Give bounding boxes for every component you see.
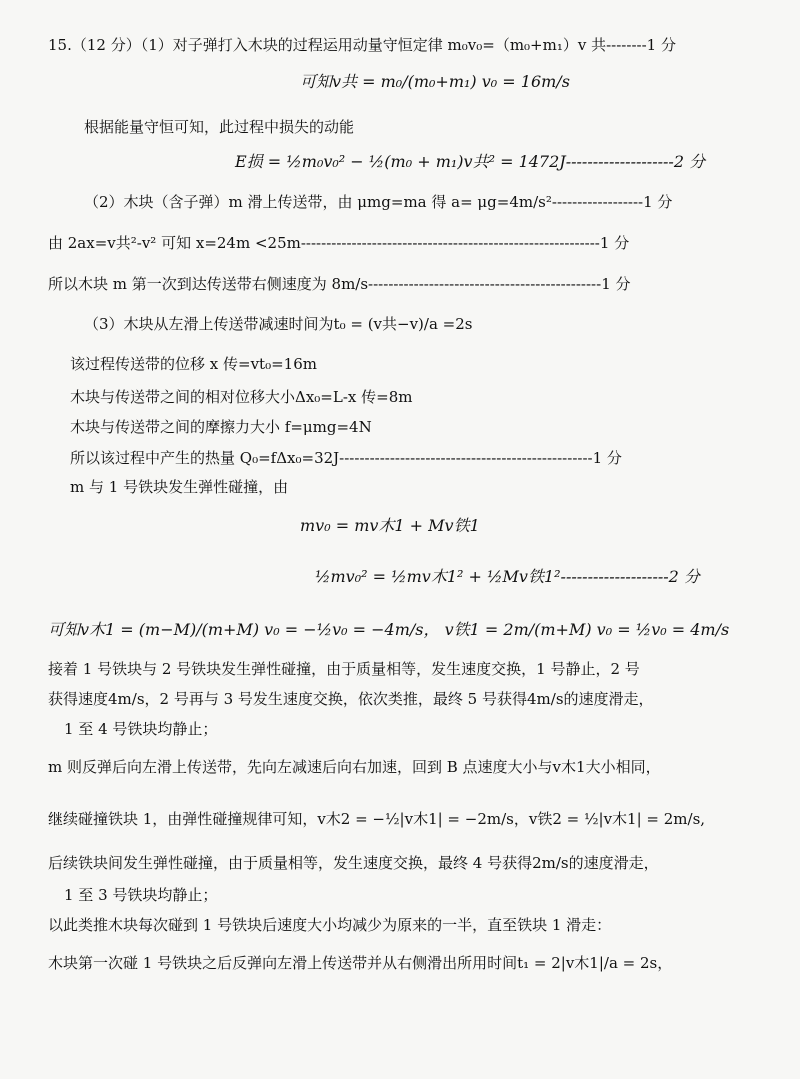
line-22: 后续铁块间发生弹性碰撞，由于质量相等，发生速度交换，最终 4 号获得2m/s的速度滑走，: [48, 854, 659, 872]
line-9: 该过程传送带的位移 x 传=vt₀=16m: [70, 355, 317, 373]
line-14: mv₀ = mv木1 + Mv铁1: [300, 516, 480, 535]
line-23: 1 至 3 号铁块均静止；: [64, 886, 218, 904]
line-15: ½mv₀² = ½mv木1² + ½Mv铁1²--------------------2 分: [315, 567, 700, 586]
line-21: 继续碰撞铁块 1，由弹性碰撞规律可知，v木2 = −½|v木1| = −2m/s，v铁2 = ½|v木1| = 2m/s,: [48, 810, 706, 828]
line-17: 接着 1 号铁块与 2 号铁块发生弹性碰撞，由于质量相等，发生速度交换，1 号静止，2 号: [48, 660, 640, 678]
line-16: 可知v木1 = (m−M)/(m+M) v₀ = −½v₀ = −4m/s， v铁1 = 2m/(m+M) v₀ = ½v₀ = 4m/s: [48, 620, 730, 639]
line-24: 以此类推木块每次碰到 1 号铁块后速度大小均减少为原来的一半，直至铁块 1 滑走：: [48, 916, 612, 934]
line-25: 木块第一次碰 1 号铁块之后反弹向左滑上传送带并从右侧滑出所用时间t₁ = 2|v木1|/a = 2s，: [48, 954, 673, 972]
line-10: 木块与传送带之间的相对位移大小Δx₀=L-x 传=8m: [70, 388, 413, 406]
line-6: 由 2ax=v共²-v² 可知 x=24m <25m-----------------------------------------------------------1 分: [48, 234, 630, 252]
line-18: 获得速度4m/s，2 号再与 3 号发生速度交换，依次类推，最终 5 号获得4m/s的速度滑走，: [48, 690, 654, 708]
line-1: 15.（12 分）（1）对子弹打入木块的过程运用动量守恒定律 m₀v₀=（m₀+m₁）v 共--------1 分: [48, 36, 676, 54]
line-19: 1 至 4 号铁块均静止；: [64, 720, 218, 738]
line-13: m 与 1 号铁块发生弹性碰撞，由: [70, 478, 289, 496]
line-3: 根据能量守恒可知，此过程中损失的动能: [84, 118, 355, 136]
line-12: 所以该过程中产生的热量 Q₀=fΔx₀=32J--------------------------------------------------1 分: [70, 449, 622, 467]
line-20: m 则反弹后向左滑上传送带，先向左减速后向右加速，回到 B 点速度大小与v木1大小相同，: [48, 758, 661, 776]
line-8: （3）木块从左滑上传送带减速时间为t₀ = (v共−v)/a =2s: [84, 315, 473, 333]
line-4: E损 = ½m₀v₀² − ½(m₀ + m₁)v共² = 1472J--------------------2 分: [235, 152, 706, 171]
line-7: 所以木块 m 第一次到达传送带右侧速度为 8m/s----------------------------------------------1 分: [48, 275, 631, 293]
line-5: （2）木块（含子弹）m 滑上传送带，由 μmg=ma 得 a= μg=4m/s²------------------1 分: [84, 193, 673, 211]
line-11: 木块与传送带之间的摩擦力大小 f=μmg=4N: [70, 418, 372, 436]
line-2: 可知v共 = m₀/(m₀+m₁) v₀ = 16m/s: [300, 72, 570, 91]
